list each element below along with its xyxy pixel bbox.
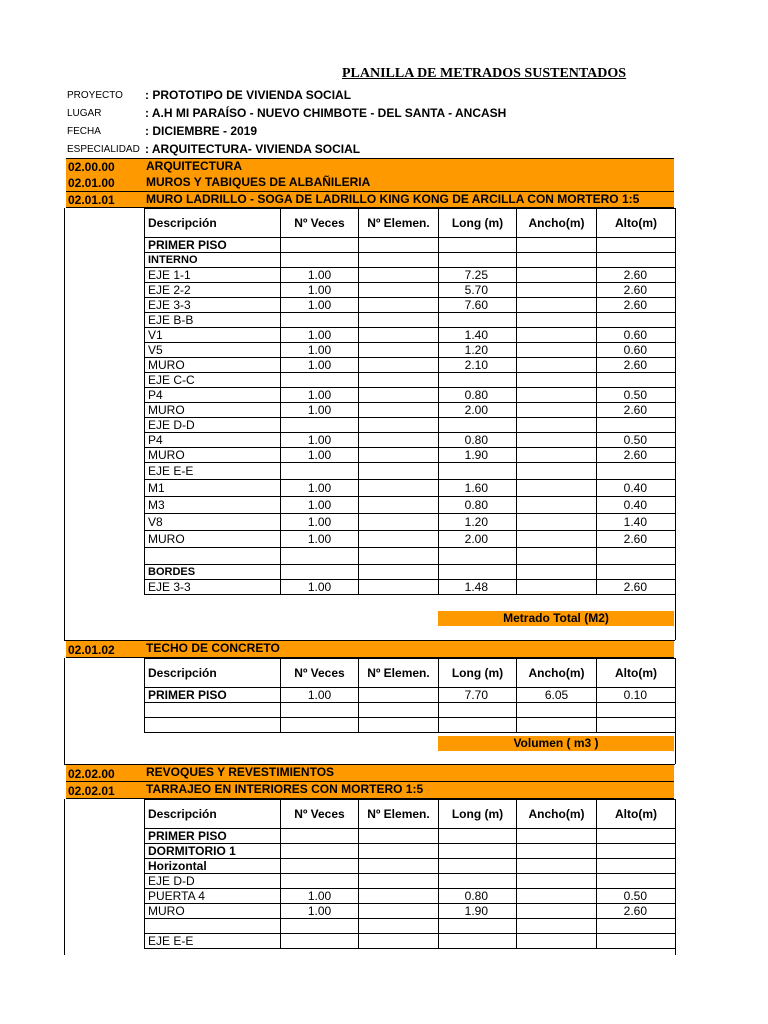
table-cell: [439, 859, 517, 874]
table-cell: 1.90: [439, 448, 517, 463]
table-row: [145, 433, 676, 448]
metrado-table-techo: [144, 658, 676, 733]
table-cell: 1.00: [281, 889, 359, 904]
table-cell: 2.60: [597, 448, 676, 463]
table-cell: 2.00: [439, 403, 517, 418]
table-cell: [597, 253, 676, 268]
table-cell: [439, 919, 517, 934]
table-cell: [597, 418, 676, 433]
table-cell: [359, 859, 439, 874]
table-cell: [359, 718, 439, 733]
table-cell: [597, 718, 676, 733]
table-cell: 0.60: [597, 328, 676, 343]
table-cell: [281, 373, 359, 388]
table-row: [145, 497, 676, 514]
table-cell: [517, 718, 597, 733]
table-cell: BORDES: [145, 565, 281, 580]
table-cell: [439, 238, 517, 253]
table-cell: 2.60: [597, 298, 676, 313]
table-cell: [439, 703, 517, 718]
table-cell: [359, 829, 439, 844]
section-code: 02.02.00: [68, 767, 115, 781]
page-title: PLANILLA DE METRADOS SUSTENTADOS: [342, 66, 627, 81]
table-cell: [517, 874, 597, 889]
table-row: [145, 859, 676, 874]
table-cell: [359, 238, 439, 253]
table-row: [145, 313, 676, 328]
table-cell: [281, 703, 359, 718]
table-cell: 1.00: [281, 514, 359, 531]
table-cell: [281, 548, 359, 565]
table-cell: [359, 373, 439, 388]
table-cell: PRIMER PISO: [145, 688, 281, 703]
table-cell: [359, 688, 439, 703]
table-cell: 2.60: [597, 531, 676, 548]
table-row: [145, 373, 676, 388]
table-cell: 1.00: [281, 480, 359, 497]
column-header: Ancho(m): [517, 659, 597, 688]
table-cell: [439, 373, 517, 388]
table-cell: [359, 448, 439, 463]
table-cell: [597, 934, 676, 949]
table-row: [145, 514, 676, 531]
table-cell: 0.60: [597, 343, 676, 358]
table-cell: 2.60: [597, 283, 676, 298]
table-cell: [517, 238, 597, 253]
table-cell: [359, 328, 439, 343]
table-cell: [359, 919, 439, 934]
meta-label: FECHA: [67, 126, 101, 137]
table-row: [145, 268, 676, 283]
table-cell: [359, 343, 439, 358]
meta-value: : ARQUITECTURA- VIVIENDA SOCIAL: [145, 142, 361, 156]
table-cell: [439, 418, 517, 433]
table-cell: [281, 718, 359, 733]
table-cell: 1.20: [439, 343, 517, 358]
table-cell: 1.00: [281, 448, 359, 463]
table-cell: [281, 919, 359, 934]
table-cell: [281, 463, 359, 480]
table-cell: EJE B-B: [145, 313, 281, 328]
table-cell: 2.60: [597, 580, 676, 595]
table-cell: [359, 889, 439, 904]
table-cell: MURO: [145, 448, 281, 463]
table-row: [145, 238, 676, 253]
table-cell: [281, 844, 359, 859]
table-cell: 0.80: [439, 889, 517, 904]
table-cell: EJE 3-3: [145, 298, 281, 313]
table-cell: [359, 298, 439, 313]
table-cell: [281, 313, 359, 328]
table-cell: [359, 844, 439, 859]
table-row: [145, 253, 676, 268]
section-name: TECHO DE CONCRETO: [146, 641, 280, 655]
table-cell: [359, 253, 439, 268]
table-cell: 1.00: [281, 531, 359, 548]
table-cell: [359, 703, 439, 718]
table-row: [145, 565, 676, 580]
table-cell: MURO: [145, 531, 281, 548]
table-cell: 7.25: [439, 268, 517, 283]
table-cell: [517, 298, 597, 313]
table-cell: 6.05: [517, 688, 597, 703]
table-cell: PRIMER PISO: [145, 829, 281, 844]
table-cell: [597, 829, 676, 844]
table-cell: 1.00: [281, 358, 359, 373]
table-cell: [281, 859, 359, 874]
table-cell: V8: [145, 514, 281, 531]
table-row: [145, 688, 676, 703]
meta-label: LUGAR: [67, 108, 102, 119]
metrado-table-muros: [144, 208, 676, 595]
table-header-row: [145, 209, 676, 238]
table-cell: [597, 313, 676, 328]
table-cell: 0.40: [597, 480, 676, 497]
table-cell: [359, 531, 439, 548]
table-cell: 1.20: [439, 514, 517, 531]
volumen-total-label: Volumen ( m3 ): [438, 736, 674, 751]
table-cell: [281, 829, 359, 844]
table-cell: [281, 874, 359, 889]
table-cell: V5: [145, 343, 281, 358]
table-row: [145, 480, 676, 497]
table-cell: [359, 433, 439, 448]
table-row: [145, 463, 676, 480]
table-row: [145, 388, 676, 403]
table-cell: [517, 418, 597, 433]
section-header: [66, 641, 674, 658]
column-header: Long (m): [439, 209, 517, 238]
table-cell: [359, 313, 439, 328]
table-cell: 0.50: [597, 433, 676, 448]
table-cell: [359, 934, 439, 949]
table-cell: PRIMER PISO: [145, 238, 281, 253]
table-cell: [517, 934, 597, 949]
column-header: Long (m): [439, 659, 517, 688]
table-cell: 1.00: [281, 283, 359, 298]
table-cell: 1.00: [281, 904, 359, 919]
table-cell: [439, 463, 517, 480]
table-cell: 1.00: [281, 497, 359, 514]
table-cell: [439, 829, 517, 844]
column-header: Ancho(m): [517, 209, 597, 238]
table-cell: 1.00: [281, 688, 359, 703]
table-cell: [517, 433, 597, 448]
column-header: Descripción: [145, 209, 281, 238]
table-row: [145, 531, 676, 548]
table-cell: [517, 283, 597, 298]
table-row: [145, 889, 676, 904]
table-cell: [517, 253, 597, 268]
table-cell: [439, 934, 517, 949]
table-cell: 1.00: [281, 403, 359, 418]
table-cell: EJE E-E: [145, 934, 281, 949]
section-name: REVOQUES Y REVESTIMIENTOS: [146, 765, 335, 779]
table-row: [145, 703, 676, 718]
table-cell: [517, 889, 597, 904]
section-name: TARRAJEO EN INTERIORES CON MORTERO 1:5: [146, 782, 424, 796]
column-header: Nº Veces: [281, 800, 359, 829]
section-header: [66, 782, 674, 799]
meta-value: : A.H MI PARAÍSO - NUEVO CHIMBOTE - DEL SANTA - ANCASH: [145, 106, 507, 120]
table-cell: [439, 718, 517, 733]
table-cell: [517, 580, 597, 595]
section-code: 02.00.00: [68, 160, 115, 174]
table-cell: [359, 480, 439, 497]
table-cell: 0.40: [597, 497, 676, 514]
table-cell: EJE C-C: [145, 373, 281, 388]
table-cell: [597, 859, 676, 874]
table-cell: [517, 403, 597, 418]
table-header-row: [145, 800, 676, 829]
table-cell: [597, 373, 676, 388]
table-cell: [359, 403, 439, 418]
table-cell: [359, 463, 439, 480]
table-cell: [517, 328, 597, 343]
table-cell: [517, 829, 597, 844]
table-cell: 0.50: [597, 889, 676, 904]
table-cell: [439, 844, 517, 859]
table-cell: 1.00: [281, 388, 359, 403]
table-cell: [517, 388, 597, 403]
table-cell: [359, 388, 439, 403]
meta-value: : PROTOTIPO DE VIVIENDA SOCIAL: [145, 88, 352, 102]
table-cell: 2.60: [597, 358, 676, 373]
table-cell: [517, 268, 597, 283]
table-cell: [359, 565, 439, 580]
column-header: Nº Elemen.: [359, 800, 439, 829]
table-row: [145, 718, 676, 733]
table-row: [145, 418, 676, 433]
table-cell: [145, 703, 281, 718]
table-cell: MURO: [145, 904, 281, 919]
table-cell: [359, 904, 439, 919]
table-cell: 0.10: [597, 688, 676, 703]
table-cell: MURO: [145, 403, 281, 418]
table-cell: [517, 548, 597, 565]
table-cell: [439, 253, 517, 268]
section-name: MURO LADRILLO - SOGA DE LADRILLO KING KONG DE ARCILLA CON MORTERO 1:5: [146, 192, 640, 206]
table-cell: [439, 565, 517, 580]
column-header: Descripción: [145, 800, 281, 829]
table-row: [145, 919, 676, 934]
table-cell: [517, 531, 597, 548]
table-cell: EJE 3-3: [145, 580, 281, 595]
meta-label: PROYECTO: [67, 90, 123, 101]
table-cell: [597, 874, 676, 889]
table-cell: [517, 565, 597, 580]
table-cell: [359, 514, 439, 531]
table-cell: [597, 919, 676, 934]
table-cell: V1: [145, 328, 281, 343]
table-row: [145, 448, 676, 463]
column-header: Nº Elemen.: [359, 659, 439, 688]
table-cell: [281, 565, 359, 580]
column-header: Alto(m): [597, 209, 676, 238]
table-cell: [597, 238, 676, 253]
section-code: 02.01.01: [68, 193, 115, 207]
table-cell: Horizontal: [145, 859, 281, 874]
table-cell: [359, 283, 439, 298]
table-cell: [517, 480, 597, 497]
table-cell: [359, 548, 439, 565]
table-cell: P4: [145, 388, 281, 403]
table-cell: M3: [145, 497, 281, 514]
table-cell: 1.00: [281, 328, 359, 343]
section-header: [66, 158, 674, 176]
table-header-row: [145, 659, 676, 688]
table-cell: [145, 718, 281, 733]
table-cell: 1.90: [439, 904, 517, 919]
table-cell: [517, 514, 597, 531]
table-cell: EJE D-D: [145, 874, 281, 889]
section-name: ARQUITECTURA: [146, 159, 242, 173]
table-cell: EJE 2-2: [145, 283, 281, 298]
table-row: [145, 403, 676, 418]
table-cell: [359, 497, 439, 514]
table-cell: [597, 565, 676, 580]
table-cell: 1.60: [439, 480, 517, 497]
meta-label: ESPECIALIDAD: [67, 144, 140, 155]
meta-value: : DICIEMBRE - 2019: [145, 124, 258, 138]
table-row: [145, 548, 676, 565]
table-cell: PUERTA 4: [145, 889, 281, 904]
table-cell: [359, 268, 439, 283]
table-cell: [517, 859, 597, 874]
column-header: Nº Elemen.: [359, 209, 439, 238]
table-cell: [439, 313, 517, 328]
table-cell: 1.00: [281, 298, 359, 313]
table-row: [145, 358, 676, 373]
table-cell: 1.00: [281, 268, 359, 283]
section-name: MUROS Y TABIQUES DE ALBAÑILERIA: [146, 175, 371, 189]
table-cell: 1.00: [281, 580, 359, 595]
table-cell: [517, 313, 597, 328]
table-row: [145, 844, 676, 859]
table-cell: 1.40: [439, 328, 517, 343]
table-cell: 0.80: [439, 433, 517, 448]
table-cell: [597, 463, 676, 480]
table-row: [145, 829, 676, 844]
table-cell: [359, 358, 439, 373]
table-row: [145, 874, 676, 889]
table-row: [145, 298, 676, 313]
table-cell: 7.70: [439, 688, 517, 703]
section-header: [66, 192, 674, 208]
column-header: Descripción: [145, 659, 281, 688]
table-cell: 2.10: [439, 358, 517, 373]
table-row: [145, 934, 676, 949]
table-row: [145, 904, 676, 919]
table-cell: [281, 934, 359, 949]
table-cell: [517, 343, 597, 358]
table-cell: [517, 844, 597, 859]
column-header: Nº Veces: [281, 659, 359, 688]
table-cell: 0.50: [597, 388, 676, 403]
column-header: Ancho(m): [517, 800, 597, 829]
table-cell: [281, 418, 359, 433]
section-code: 02.01.02: [68, 643, 115, 657]
metrado-table-tarrajeo: [144, 799, 676, 949]
table-cell: [597, 703, 676, 718]
table-cell: [517, 904, 597, 919]
metrado-total-label: Metrado Total (M2): [438, 611, 674, 626]
table-cell: 2.60: [597, 904, 676, 919]
table-cell: [439, 874, 517, 889]
table-row: [145, 283, 676, 298]
table-cell: MURO: [145, 358, 281, 373]
table-cell: M1: [145, 480, 281, 497]
table-cell: DORMITORIO 1: [145, 844, 281, 859]
table-cell: EJE E-E: [145, 463, 281, 480]
table-cell: INTERNO: [145, 253, 281, 268]
table-cell: 5.70: [439, 283, 517, 298]
section-header: [66, 765, 674, 782]
table-cell: [517, 497, 597, 514]
table-cell: [517, 358, 597, 373]
table-cell: [439, 548, 517, 565]
section-code: 02.01.00: [68, 176, 115, 190]
section-header: [66, 175, 674, 192]
table-cell: [281, 238, 359, 253]
table-cell: 7.60: [439, 298, 517, 313]
table-cell: [359, 418, 439, 433]
table-cell: 2.60: [597, 268, 676, 283]
table-cell: [145, 919, 281, 934]
table-cell: 1.48: [439, 580, 517, 595]
table-cell: EJE D-D: [145, 418, 281, 433]
column-header: Long (m): [439, 800, 517, 829]
table-cell: 1.00: [281, 343, 359, 358]
table-row: [145, 580, 676, 595]
table-cell: [597, 844, 676, 859]
table-cell: [517, 463, 597, 480]
table-cell: [517, 919, 597, 934]
table-cell: [597, 548, 676, 565]
table-cell: 2.60: [597, 403, 676, 418]
table-cell: 1.40: [597, 514, 676, 531]
table-cell: [359, 874, 439, 889]
section-code: 02.02.01: [68, 784, 115, 798]
table-cell: 1.00: [281, 433, 359, 448]
table-row: [145, 328, 676, 343]
table-cell: 0.80: [439, 497, 517, 514]
column-header: Alto(m): [597, 800, 676, 829]
table-cell: P4: [145, 433, 281, 448]
table-row: [145, 343, 676, 358]
table-cell: [281, 253, 359, 268]
column-header: Nº Veces: [281, 209, 359, 238]
table-cell: 2.00: [439, 531, 517, 548]
table-cell: [359, 580, 439, 595]
table-cell: [517, 703, 597, 718]
table-cell: EJE 1-1: [145, 268, 281, 283]
table-cell: [145, 548, 281, 565]
column-header: Alto(m): [597, 659, 676, 688]
table-cell: [517, 373, 597, 388]
table-cell: [517, 448, 597, 463]
table-cell: 0.80: [439, 388, 517, 403]
